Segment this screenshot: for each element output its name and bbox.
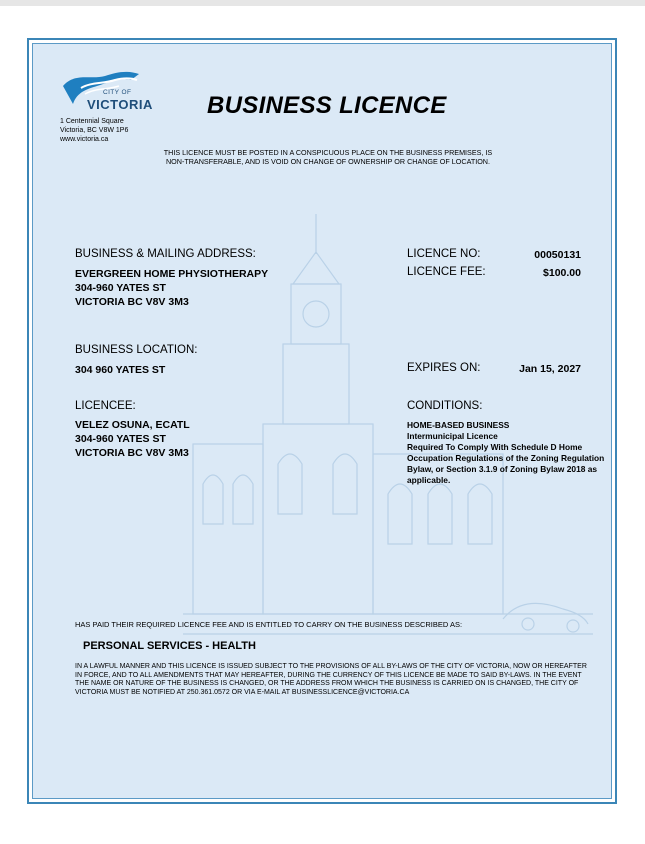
city-address-line2: Victoria, BC V8W 1P6 [60,127,129,134]
logo-city-of: CITY OF [103,89,132,96]
licencee-label: LICENCEE: [75,400,136,412]
notice-line2: NON-TRANSFERABLE, AND IS VOID ON CHANGE OF OWNERSHIP OR CHANGE OF LOCATION. [165,157,490,166]
licencee-name: VELEZ OSUNA, ECATL [75,419,190,431]
licence-no-value: 00050131 [534,249,581,261]
posting-notice [73,148,583,166]
licencee-city: VICTORIA BC V8V 3M3 [75,447,189,459]
licence-fee-label: LICENCE FEE: [407,266,486,278]
licencee-street: 304-960 YATES ST [75,433,166,445]
licence-no-label: LICENCE NO: [407,248,481,260]
mailing-label: BUSINESS & MAILING ADDRESS: [75,248,256,260]
legal-text: IN A LAWFUL MANNER AND THIS LICENCE IS ISSUED SUBJECT TO THE PROVISIONS OF ALL BY-LAWS OF THE CITY OF VICTORIA, NOW OR HEREAFTER IN FORCE, AND TO ALL AMENDMENTS THAT MAY HEREAFTER, DURING THE CURRENCY OF THIS LICENCE BE MADE TO SAID BY-LAWS. IN THE EVENT THE NAME OR NATURE OF THE BUSINESS IS CHANGED, OR THE ADDRESS FROM WHICH THE BUSINESS IS CARRIED ON IS CHANGED, THE CITY OF VICTORIA MUST BE NOTIFIED AT 250.361.0572 OR VIA E-MAIL AT BUSINESSLICENCE@VICTORIA.CA [75,663,587,696]
paid-statement: HAS PAID THEIR REQUIRED LICENCE FEE AND IS ENTITLED TO CARRY ON THE BUSINESS DESCRIBED AS: [75,620,463,629]
city-website: www.victoria.ca [60,136,109,143]
condition-home-based: HOME-BASED BUSINESS [407,420,510,430]
mailing-city: VICTORIA BC V8V 3M3 [75,296,189,308]
notice-line1: THIS LICENCE MUST BE POSTED IN A CONSPICUOUS PLACE ON THE BUSINESS PREMISES, IS [163,148,493,157]
page-title: BUSINESS LICENCE [207,92,447,119]
mailing-street: 304-960 YATES ST [75,282,166,294]
location-value: 304 960 YATES ST [75,364,166,376]
licence-fee-value: $100.00 [543,267,581,279]
condition-intermunicipal: Intermunicipal Licence [407,431,498,441]
logo-city-name: VICTORIA [87,97,153,112]
location-label: BUSINESS LOCATION: [75,344,198,356]
page-top-bar [0,0,645,6]
licence-body [32,43,612,799]
conditions-text [407,420,612,486]
city-logo [61,70,153,112]
business-name: EVERGREEN HOME PHYSIOTHERAPY [75,268,269,280]
conditions-label: CONDITIONS: [407,400,483,412]
licence-frame [27,38,617,804]
expires-value: Jan 15, 2027 [519,363,581,375]
expires-label: EXPIRES ON: [407,362,481,374]
business-type: PERSONAL SERVICES - HEALTH [83,640,256,652]
condition-zoning: Required To Comply With Schedule D Home Occupation Regulations of the Zoning Regulation Bylaw, or Section 3.1.9 of Zoning Bylaw 2018 as applicable. [407,442,605,485]
city-address-line1: 1 Centennial Square [60,118,124,125]
